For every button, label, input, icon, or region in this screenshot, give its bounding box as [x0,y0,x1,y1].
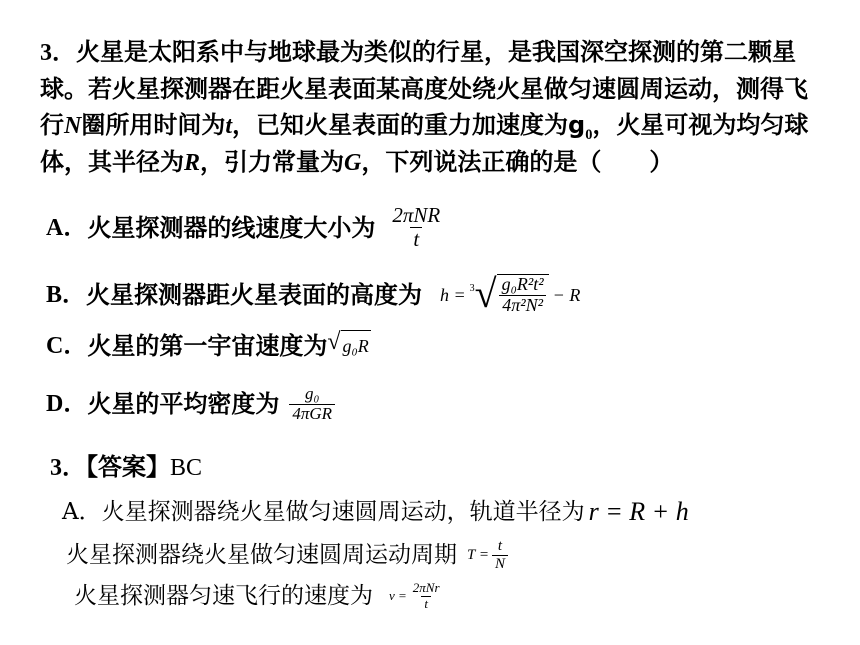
option-c: C． 火星的第一宇宙速度为 √ g₀R [46,329,369,360]
answer-heading: 3．【答案】BC [50,453,203,481]
solution-line-1: A．火星探测器绕火星做匀速圆周运动，轨道半径为 r = R + h [62,497,689,526]
option-c-formula: √ g₀R [327,330,370,361]
solution-line-2: 火星探测器绕火星做匀速圆周运动周期 T = $\frac{t}{N}$ [66,538,508,572]
option-a-formula: $\frac{\text{2πNR}}{t}$ [392,203,441,252]
option-d-formula: $\frac{\text{g₀}}{\text{4πGR}}$ [289,385,335,423]
option-b: B． 火星探测器距火星表面的高度为 h = 3 √ $\frac{\text{g₀R²t²}}{\text{4π²N²}}$ − R [46,271,581,316]
question-number: 3 [40,40,52,66]
question-stem: 3．火星是太阳系中与地球最为类似的行星，是我国深空探测的第二颗星球。若火星探测器在距火星表面某高度处绕火星做匀速圆周运动，测得飞行N圈所用时间为t，已知火星表面的重力加速度为$g_0$，火星可视为均匀球体，其半径为R，引力常量为G，下列说法正确的是（ ） [40,38,809,176]
option-a: A． 火星探测器的线速度大小为 $\frac{\text{2πNR}}{t}$ [46,204,443,251]
solution-line-3: 火星探测器匀速飞行的速度为 v = $\frac{\text{2πNr}}{t}$ [74,580,440,611]
option-b-formula: h = 3 √ $\frac{\text{g₀R²t²}}{\text{4π²N²}}$ − R [440,271,581,316]
answer-value: BC [170,455,203,481]
option-d: D． 火星的平均密度为 $\frac{\text{g₀}}{\text{4πGR}}$ [46,385,335,423]
